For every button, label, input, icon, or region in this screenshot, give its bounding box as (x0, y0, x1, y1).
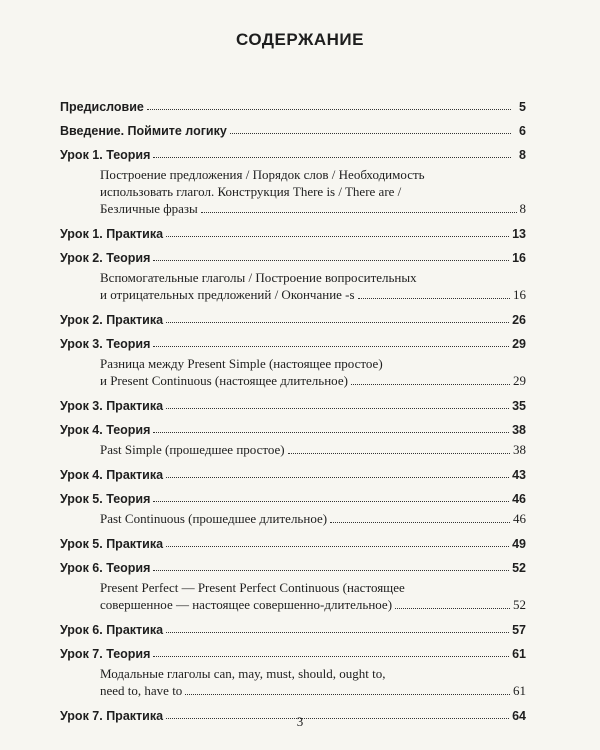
toc-subentry-line: Безличные фразы (100, 201, 198, 216)
toc-subentry-lesson6[interactable] (60, 579, 526, 613)
toc-entry-label: Урок 3. Практика (60, 399, 164, 413)
toc-entry-label: Предисловие (60, 100, 144, 114)
toc-entry-label: Урок 2. Теория (60, 251, 151, 265)
toc-subentry-line: совершенное — настоящее совершенно-длительное) (100, 597, 393, 612)
toc-page-number: 35 (512, 399, 526, 413)
toc-page-number: 61 (512, 647, 526, 661)
toc-entry-lesson3-theory[interactable] (60, 327, 526, 351)
toc-entry-label: Урок 6. Практика (60, 623, 164, 637)
toc-entry-label: Урок 2. Практика (60, 313, 164, 327)
dot-leader (147, 109, 511, 110)
toc-entry-label: Урок 7. Теория (60, 647, 151, 661)
toc-page-number: 52 (512, 561, 526, 575)
toc-entry-lesson2-theory[interactable] (60, 241, 526, 265)
toc-page-number: 16 (513, 287, 526, 302)
dot-leader (166, 236, 509, 237)
toc-subentry-line: использовать глагол. Конструкция There is / There are / (100, 184, 402, 199)
toc-page-number: 5 (519, 100, 526, 114)
toc-page-number: 8 (519, 148, 526, 162)
toc-page-number: 46 (512, 492, 526, 506)
dot-leader (166, 632, 509, 633)
dot-leader (166, 477, 509, 478)
dot-leader (153, 260, 509, 261)
toc-subentry-line: Модальные глаголы can, may, must, should, ought to, (100, 666, 386, 681)
toc-page-number: 8 (519, 201, 526, 216)
toc-page-number: 26 (512, 313, 526, 327)
dot-leader (166, 408, 509, 409)
toc-entry-label: Урок 1. Практика (60, 227, 164, 241)
dot-leader (166, 546, 509, 547)
dot-leader (358, 298, 510, 299)
toc-page-number: 49 (512, 537, 526, 551)
page-title: СОДЕРЖАНИЕ (236, 30, 364, 49)
toc-page-number: 46 (513, 511, 526, 526)
page-number-footer: 3 (296, 714, 304, 729)
toc-subentry-lesson3[interactable] (60, 355, 526, 389)
toc-page-number: 16 (512, 251, 526, 265)
toc-entry-lesson6-theory[interactable] (60, 551, 526, 575)
toc-entry-label: Урок 5. Практика (60, 537, 164, 551)
toc-subentry-line: need to, have to (100, 683, 183, 698)
toc-subentry-lesson5[interactable] (60, 510, 526, 527)
toc-entry-lesson1-theory[interactable] (60, 138, 526, 162)
toc-subentry-line: Построение предложения / Порядок слов / Необходимость (100, 167, 425, 182)
dot-leader (153, 656, 509, 657)
table-of-contents (60, 90, 526, 723)
dot-leader (351, 384, 510, 385)
toc-subentry-line: Past Simple (прошедшее простое) (100, 442, 285, 457)
toc-subentry-line: Вспомогательные глаголы / Построение вопросительных (100, 270, 417, 285)
toc-page-number: 64 (512, 709, 526, 723)
toc-page-number: 38 (513, 442, 526, 457)
toc-page-number: 29 (512, 337, 526, 351)
toc-entry-lesson7-theory[interactable] (60, 637, 526, 661)
toc-page-number: 13 (512, 227, 526, 241)
toc-page-number: 61 (513, 683, 526, 698)
toc-entry-label: Урок 6. Теория (60, 561, 151, 575)
toc-entry-label: Урок 4. Практика (60, 468, 164, 482)
toc-entry-lesson5-theory[interactable] (60, 482, 526, 506)
toc-subentry-line: и Present Continuous (настоящее длительное) (100, 373, 348, 388)
toc-subentry-line: Разница между Present Simple (настоящее простое) (100, 356, 383, 371)
dot-leader (330, 522, 510, 523)
dot-leader (153, 432, 509, 433)
toc-entry-label: Урок 3. Теория (60, 337, 151, 351)
dot-leader (166, 322, 509, 323)
toc-entry-introduction[interactable] (60, 114, 526, 138)
dot-leader (201, 212, 517, 213)
toc-subentry-line: и отрицательных предложений / Окончание -s (100, 287, 355, 302)
toc-entry-label: Урок 5. Теория (60, 492, 151, 506)
dot-leader (395, 608, 510, 609)
toc-subentry-lesson2[interactable] (60, 269, 526, 303)
toc-entry-lesson3-practice[interactable] (60, 389, 526, 413)
toc-entry-label: Урок 4. Теория (60, 423, 151, 437)
toc-entry-lesson2-practice[interactable] (60, 303, 526, 327)
dot-leader (153, 570, 509, 571)
dot-leader (153, 346, 509, 347)
toc-entry-lesson1-practice[interactable] (60, 217, 526, 241)
toc-entry-lesson4-practice[interactable] (60, 458, 526, 482)
dot-leader (185, 694, 510, 695)
dot-leader (288, 453, 510, 454)
toc-page-number: 57 (512, 623, 526, 637)
toc-entry-label: Урок 1. Теория (60, 148, 151, 162)
dot-leader (230, 133, 511, 134)
toc-page-number: 38 (512, 423, 526, 437)
toc-subentry-line: Past Continuous (прошедшее длительное) (100, 511, 328, 526)
toc-entry-label: Введение. Поймите логику (60, 124, 227, 138)
toc-entry-label: Урок 7. Практика (60, 709, 164, 723)
dot-leader (153, 157, 511, 158)
toc-subentry-lesson1[interactable] (60, 166, 526, 217)
toc-entry-lesson4-theory[interactable] (60, 413, 526, 437)
toc-entry-preface[interactable] (60, 90, 526, 114)
toc-page-number: 43 (512, 468, 526, 482)
toc-page-number: 6 (519, 124, 526, 138)
toc-entry-lesson5-practice[interactable] (60, 527, 526, 551)
toc-page-number: 52 (513, 597, 526, 612)
toc-subentry-line: Present Perfect — Present Perfect Continuous (настоящее (100, 580, 405, 595)
toc-page-number: 29 (513, 373, 526, 388)
toc-subentry-lesson4[interactable] (60, 441, 526, 458)
toc-entry-lesson6-practice[interactable] (60, 613, 526, 637)
dot-leader (153, 501, 509, 502)
toc-subentry-lesson7[interactable] (60, 665, 526, 699)
